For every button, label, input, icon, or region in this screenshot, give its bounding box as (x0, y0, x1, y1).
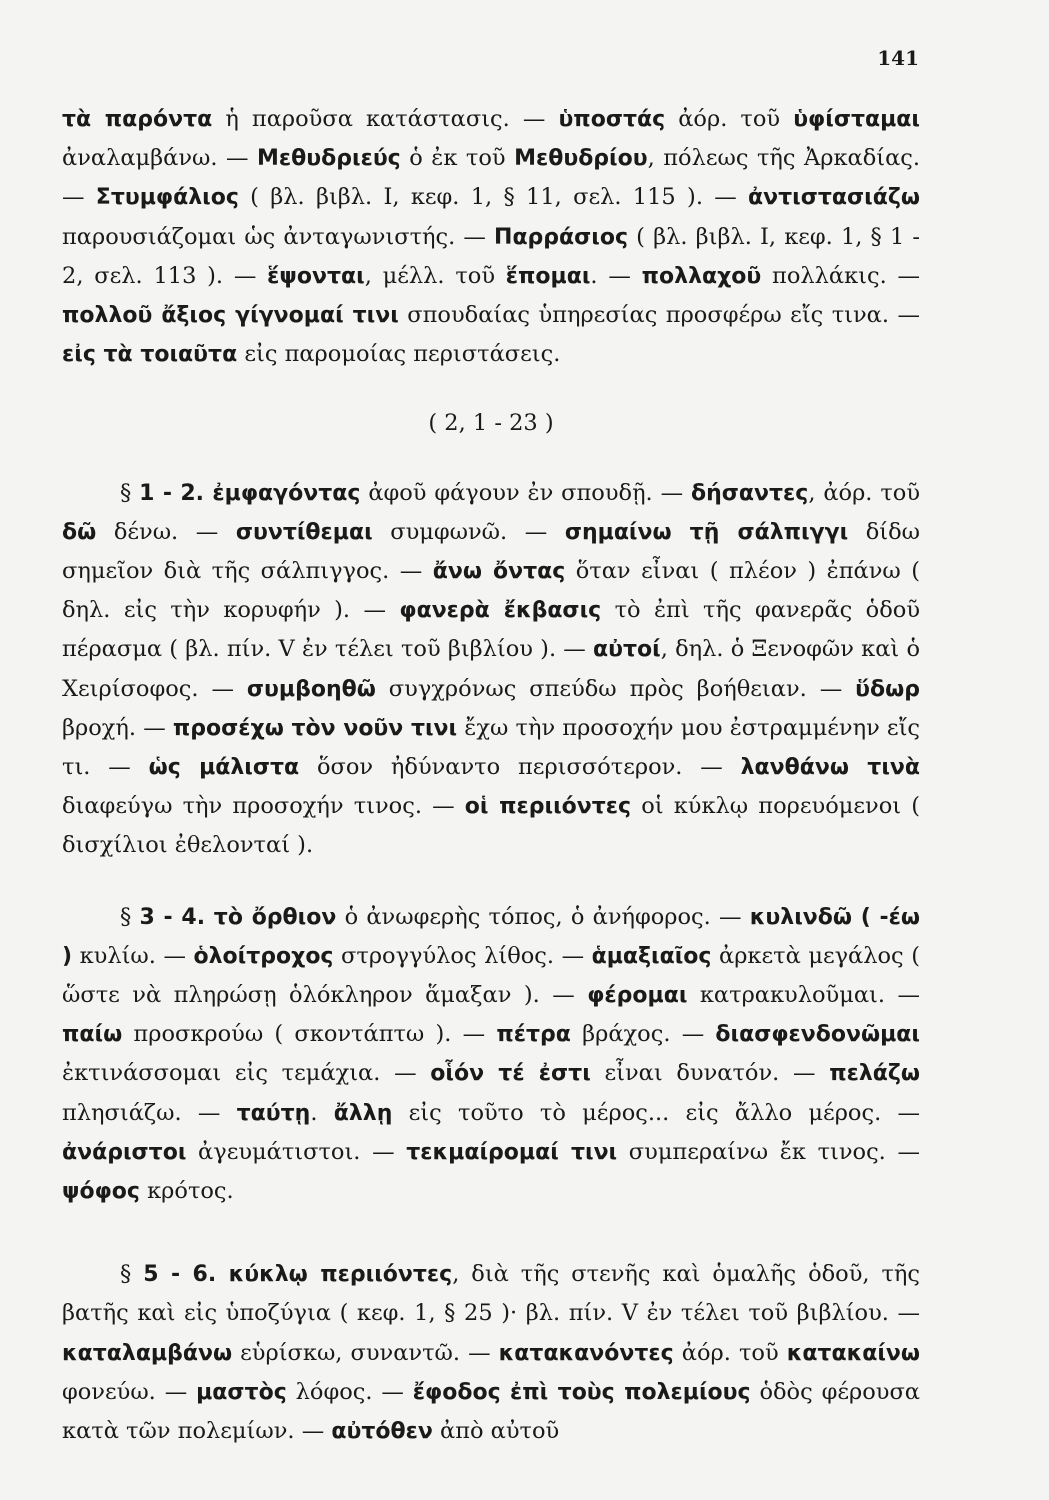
headword: τὰ παρόντα (62, 107, 213, 132)
headword: ὡς μάλιστα (148, 755, 300, 781)
gloss-text: ἀναλαμβάνω. — (62, 145, 258, 172)
gloss-text: δένω. — (96, 518, 236, 545)
gloss-text: , ἀόρ. τοῦ (808, 479, 921, 506)
headword: ἕπομαι (505, 263, 591, 289)
gloss-text: , δηλ. ὁ Ξενοφῶν καὶ ὁ Χειρίσοφος. — (62, 636, 920, 702)
gloss-text: εἶναι δυνατόν. — (590, 1060, 830, 1087)
gloss-text: ἡ παροῦσα κατάστασις. — (212, 106, 559, 132)
headword: ὑφίσταμαι (793, 107, 920, 132)
headword: δῶ (62, 519, 97, 545)
gloss-text: κυλίω. — (72, 942, 194, 969)
gloss-text: ὁ ἐκ τοῦ (400, 145, 515, 172)
headword: οἷόν τέ ἐστι (430, 1061, 591, 1087)
headword: προσέχω τὸν νοῦν τινι (172, 715, 458, 741)
headword: ἀνάριστοι (62, 1139, 187, 1165)
headword: 5 - 6. κύκλῳ περιιόντες (143, 1262, 453, 1288)
gloss-text: , διὰ τῆς στενῆς καὶ ὁμαλῆς ὁδοῦ, τῆς βατῆς καὶ εἰς ὑποζύγια ( κεφ. 1, § 25 )· βλ. πίν. V ἐν τέλει τοῦ βιβλίου. — (62, 1261, 921, 1327)
gloss-text: εἰς παρομοίας περιστάσεις. (237, 341, 561, 368)
gloss-text: εὑρίσκω, συναντῶ. — (232, 1339, 499, 1366)
section-1-2-paragraph (62, 474, 920, 866)
gloss-text: § (120, 1261, 144, 1288)
gloss-text: . (310, 1099, 334, 1126)
headword: ὑποστάς (558, 107, 666, 132)
headword: ἕψονται (267, 263, 365, 289)
gloss-text: πλησιάζω. — (62, 1099, 237, 1126)
gloss-text: ἐκτινάσσομαι εἰς τεμάχια. — (62, 1060, 431, 1087)
gloss-text: οἱ κύκλῳ πορευόμενοι ( δισχίλιοι ἐθελονταί ). (62, 793, 920, 859)
headword: δήσαντες (690, 480, 809, 506)
headword: Μεθυδρίου (514, 146, 648, 172)
headword: ὕδωρ (855, 676, 920, 702)
headword: ἄλλῃ (333, 1100, 393, 1126)
headword: πολλοῦ ἄξιος γίγνομαί τινι (62, 303, 399, 329)
headword: Στυμφάλιος (95, 185, 239, 211)
gloss-text: κατρακυλοῦμαι. — (687, 982, 920, 1009)
headword: πολλαχοῦ (641, 263, 762, 289)
headword: παίω (62, 1022, 123, 1048)
gloss-text: . — (590, 262, 642, 289)
gloss-text: συμπεραίνω ἔκ τινος. — (617, 1138, 920, 1165)
gloss-text: ἔχω τὴν προσοχήν μου ἐστραμμένην εἴς τι. — (62, 714, 921, 781)
gloss-text: διαφεύγω τὴν προσοχήν τινος. — (62, 793, 465, 820)
gloss-text: , μέλλ. τοῦ (364, 262, 506, 289)
intro-paragraph (62, 100, 920, 374)
headword: αὐτόθεν (331, 1419, 433, 1445)
gloss-text: συγχρόνως σπεύδω πρὸς βοήθειαν. — (375, 675, 856, 702)
chapter-heading: ( 2, 1 - 23 ) (428, 410, 554, 437)
headword: κυλινδῶ ( -έω ) (62, 904, 921, 969)
gloss-text: τὸ ἐπὶ τῆς φανερᾶς ὁδοῦ πέρασμα ( βλ. πίν. V ἐν τέλει τοῦ βιβλίου ). — (62, 597, 921, 663)
headword: καταλαμβάνω (62, 1340, 233, 1366)
headword: Παρράσιος (494, 224, 629, 250)
gloss-text: βροχή. — (62, 714, 173, 741)
headword: οἱ περιιόντες (464, 794, 632, 820)
gloss-text: ἀπὸ αὐτοῦ (432, 1418, 560, 1445)
gloss-text: εἰς τοῦτο τὸ μέρος... εἰς ἄλλο μέρος. — (392, 1099, 920, 1126)
headword: ψόφος (62, 1179, 140, 1205)
headword: φέρομαι (587, 983, 688, 1009)
headword: ὁλοίτροχος (193, 943, 334, 969)
gloss-text: ὅταν εἶναι ( πλέον ) ἐπάνω ( δηλ. εἰς τὴν κορυφήν ). — (62, 558, 920, 624)
headword: λανθάνω τινὰ (740, 755, 921, 781)
gloss-text: ὁ ἀνωφερὴς τόπος, ὁ ἀνήφορος. — (336, 903, 750, 930)
gloss-text: βράχος. — (570, 1021, 716, 1048)
gloss-text: ἀρκετὰ μεγάλος ( ὥστε νὰ πληρώσῃ ὁλόκληρον ἅμαξαν ). — (62, 942, 920, 1009)
gloss-text: ( βλ. βιβλ. I, κεφ. 1, § 1 - 2, σελ. 113 ). — (62, 223, 920, 289)
gloss-text: δίδω σημεῖον διὰ τῆς σάλπιγγος. — (62, 518, 920, 585)
headword: εἰς τὰ τοιαῦτα (62, 342, 238, 368)
section-5-6-paragraph (62, 1255, 920, 1451)
gloss-text: λόφος. — (286, 1378, 413, 1405)
headword: ἄνω ὄντας (432, 559, 566, 585)
gloss-text: παρουσιάζομαι ὡς ἀνταγωνιστής. — (62, 223, 495, 250)
headword: ἔφοδος ἐπὶ τοὺς πολεμίους (412, 1379, 751, 1405)
headword: κατακανόντες (498, 1340, 674, 1366)
text-body (62, 100, 920, 1451)
gloss-text: συμφωνῶ. — (372, 518, 565, 545)
gloss-text: ὅσον ἠδύναντο περισσότερον. — (299, 754, 741, 781)
page-number: 141 (877, 46, 919, 70)
gloss-text: σπουδαίας ὑπηρεσίας προσφέρω εἴς τινα. — (398, 302, 920, 329)
gloss-text: , πόλεως τῆς Ἀρκαδίας. — (62, 145, 921, 211)
gloss-text: προσκρούω ( σκοντάπτω ). — (122, 1021, 497, 1048)
headword: Μεθυδριεύς (257, 146, 401, 172)
gloss-text: ( βλ. βιβλ. I, κεφ. 1, § 11, σελ. 115 ). — (238, 184, 749, 211)
headword: 3 - 4. τὸ ὄρθιον (139, 904, 337, 930)
gloss-text: ἀγευμάτιστοι. — (186, 1138, 407, 1165)
section-3-4-paragraph (62, 898, 920, 1212)
gloss-text: ἀόρ. τοῦ (673, 1339, 787, 1366)
headword: συμβοηθῶ (246, 676, 376, 702)
headword: ἀντιστασιάζω (748, 185, 920, 211)
gloss-text: κρότος. (139, 1178, 234, 1205)
headword: πελάζω (829, 1061, 920, 1087)
headword: συντίθεμαι (235, 519, 373, 545)
headword: πέτρα (496, 1022, 571, 1048)
gloss-text: ὁδὸς φέρουσα κατὰ τῶν πολεμίων. — (62, 1378, 921, 1445)
headword: μαστὸς (196, 1379, 287, 1405)
headword: κατακαίνω (786, 1340, 921, 1366)
headword: φανερὰ ἔκβασις (399, 598, 602, 624)
gloss-text: § (120, 479, 140, 506)
gloss-text: πολλάκις. — (761, 262, 920, 289)
headword: διασφενδονῶμαι (715, 1022, 920, 1048)
headword: ταύτῃ (236, 1100, 311, 1126)
headword: ἁμαξιαῖος (591, 943, 712, 969)
gloss-text: φονεύω. — (62, 1378, 197, 1405)
headword: 1 - 2. ἐμφαγόντας (139, 480, 361, 506)
gloss-text: ἀφοῦ φάγουν ἐν σπουδῇ. — (360, 479, 691, 506)
gloss-text: στρογγύλος λίθος. — (333, 942, 592, 969)
headword: αὐτοί (593, 637, 661, 663)
headword: τεκμαίρομαί τινι (406, 1139, 618, 1165)
headword: σημαίνω τῇ σάλπιγγι (564, 519, 849, 545)
gloss-text: ἀόρ. τοῦ (665, 106, 794, 132)
gloss-text: § (120, 903, 140, 930)
